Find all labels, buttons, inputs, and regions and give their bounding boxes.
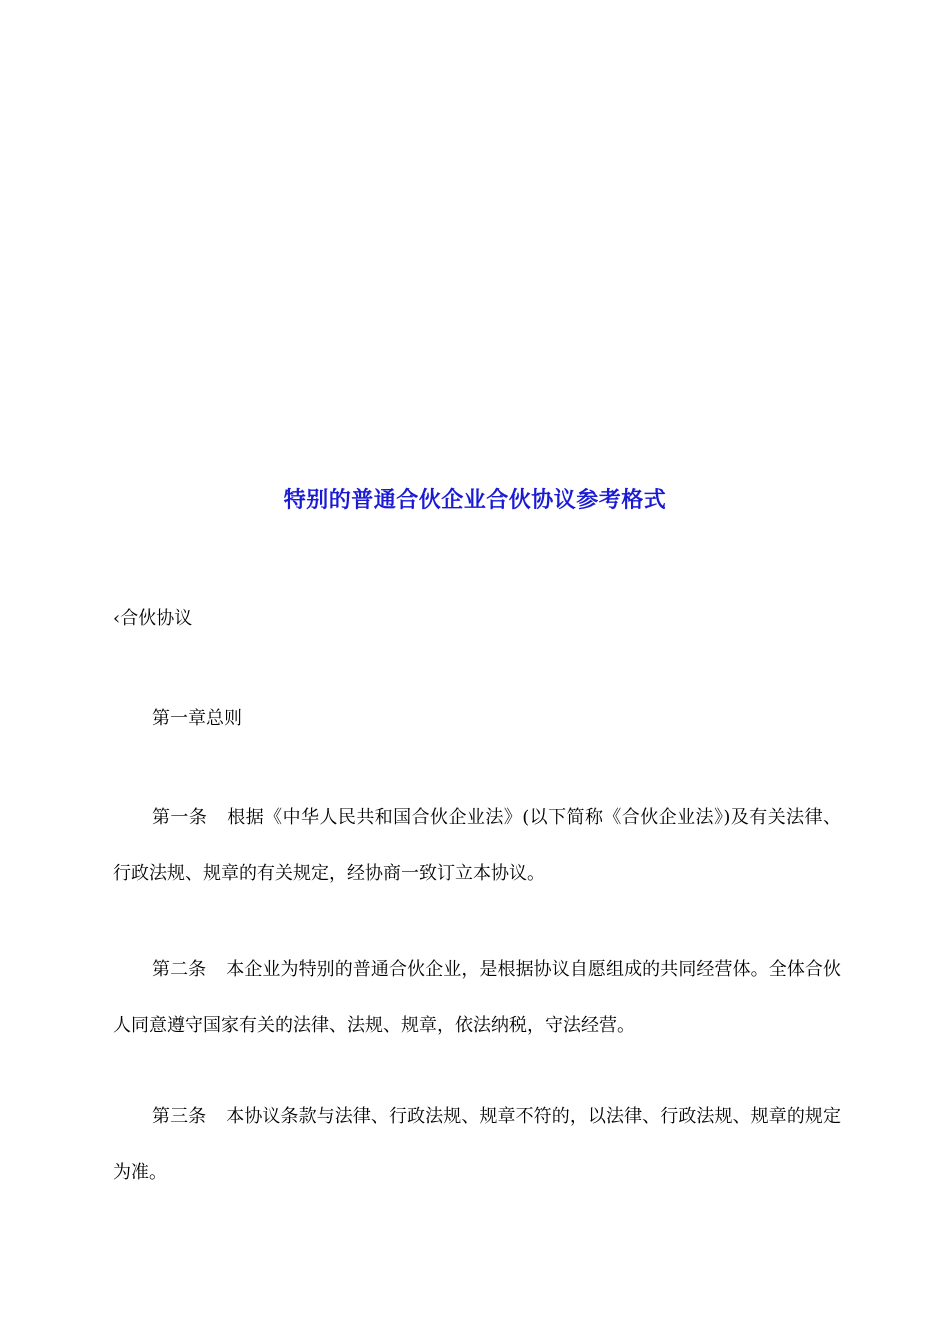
article-paragraph <box>113 1089 841 1201</box>
article-text: 根据《中华人民共和国合伙企业法》(以下简称《合伙企业法》)及有关法律、行政法规、规章的有关规定，经协商一致订立本协议。 <box>113 807 841 884</box>
article-text: 本协议条款与法律、行政法规、规章不符的，以法律、行政法规、规章的规定为准。 <box>113 1106 841 1183</box>
article-paragraph <box>113 942 841 1054</box>
document-title: 特别的普通合伙企业合伙协议参考格式 <box>283 488 667 513</box>
agreement-subtitle: ‹合伙协议 <box>113 608 193 629</box>
chapter-heading: 第一章总则 <box>152 708 242 729</box>
article-paragraph <box>113 790 841 902</box>
article-text: 本企业为特别的普通合伙企业，是根据协议自愿组成的共同经营体。全体合伙人同意遵守国家有关的法律、法规、规章，依法纳税，守法经营。 <box>113 959 841 1036</box>
article-label: 第一条 <box>152 807 208 828</box>
article-label: 第二条 <box>152 959 207 980</box>
article-label: 第三条 <box>152 1106 207 1127</box>
